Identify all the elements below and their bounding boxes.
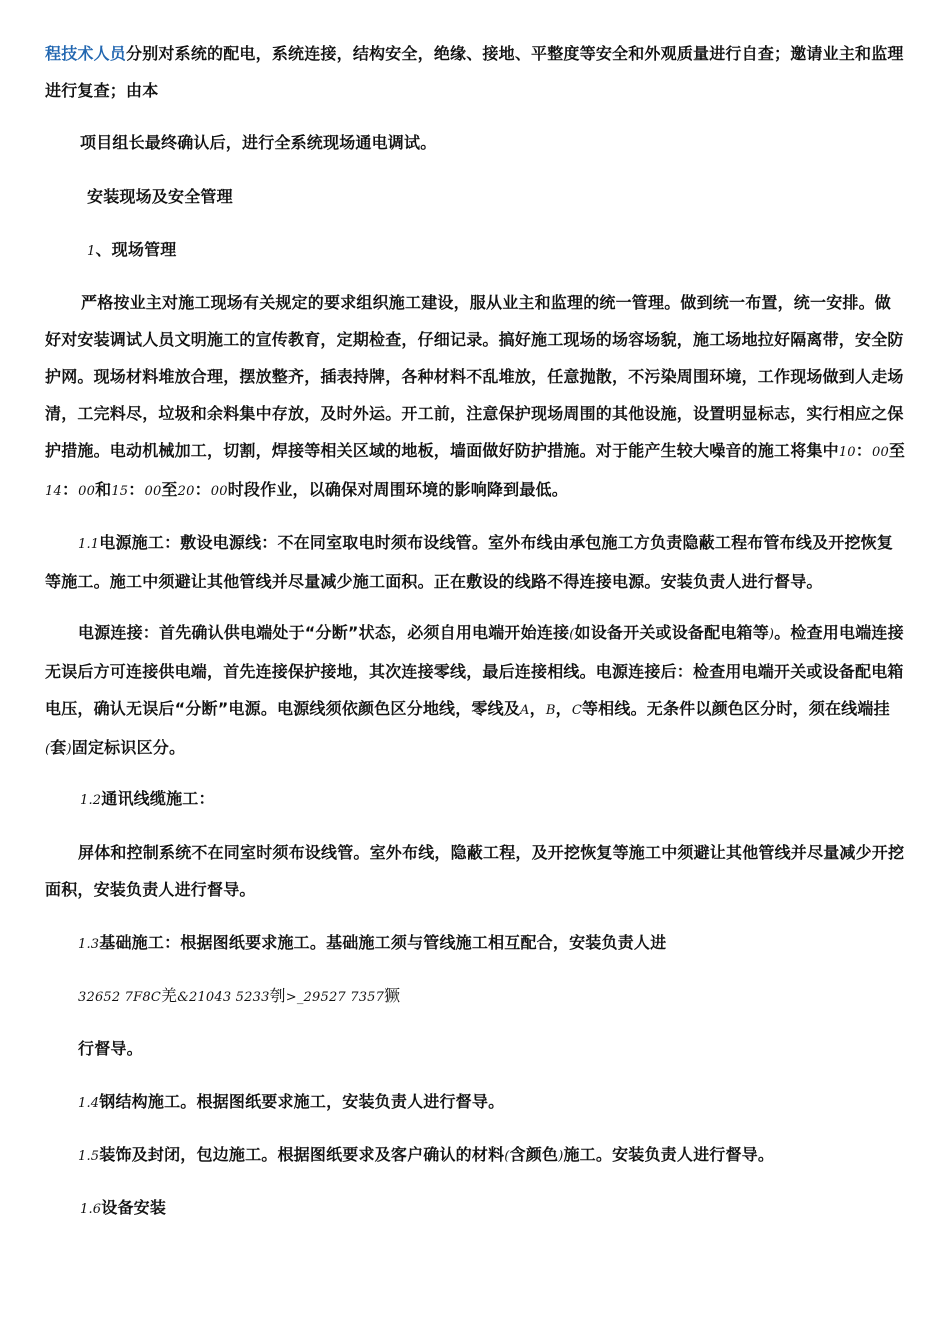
time-value: 14 bbox=[45, 484, 62, 499]
paren: ( bbox=[45, 742, 51, 757]
paren: ( bbox=[504, 1149, 510, 1164]
phase-label: A bbox=[520, 703, 530, 718]
phase-label: C bbox=[571, 703, 582, 718]
paragraph-text: 时段作业，以确保对周围环境的影响降到最低。 bbox=[227, 480, 568, 499]
garbled-char: 羌 bbox=[161, 986, 178, 1005]
garbled-code: &21043 5233 bbox=[177, 990, 270, 1005]
garbled-char: 獗 bbox=[384, 986, 401, 1005]
paren: ( bbox=[569, 627, 575, 642]
paragraph-decoration bbox=[78, 1136, 908, 1175]
paragraph-text: 钢结构施工。根据图纸要求施工，安装负责人进行督导。 bbox=[99, 1092, 505, 1111]
heading-text: 设备安装 bbox=[101, 1198, 167, 1217]
time-value: 10 bbox=[838, 445, 856, 460]
paragraph-text: 分别对系统的配电，系统连接，结构安全，绝缘、接地、平整度等安全和外观质量进行自查；邀请业主和监理进行复查；由本 bbox=[45, 44, 904, 100]
paragraph-power-connection bbox=[45, 614, 907, 768]
time-value: 15 bbox=[111, 484, 129, 499]
section-heading-site-safety: 安装现场及安全管理 bbox=[87, 187, 233, 206]
paragraph-quality-check bbox=[45, 35, 907, 109]
paragraph-site-management bbox=[45, 284, 907, 510]
paragraph-text: 基础施工：根据图纸要求施工。基础施工须与管线施工相互配合，安装负责人进 bbox=[99, 933, 667, 952]
section-number: 1.4 bbox=[78, 1096, 100, 1111]
paragraph-text: 严格按业主对施工现场有关规定的要求组织施工建设，服从业主和监理的统一管理。做到统一布置，统一安排。做好对安装调试人员文明施工的宣传教育，定期检查，仔细记录。搞好施工现场的场容场貌，施工场地拉好隔离带，安全防护网。现场材料堆放合理，摆放整齐，插表持牌，各种材料不乱堆放，任意抛散，不污染周围环境，工作现场做到人走场清，工完料尽，垃圾和余料集中存放，及时外运。开工前，注意保护现场周围的其他设施，设置明显标志，实行相应之保护措施。电动机械加工，切割，焊接等相关区域的地板，墙面做好防护措施。对于能产生较大噪音的施工将集中 bbox=[45, 293, 904, 460]
time-value: 00 bbox=[78, 484, 96, 499]
paragraph-text: 等相线。无条件以颜色区分时，须在线端挂 bbox=[581, 699, 890, 718]
paragraph-text: 至 bbox=[161, 480, 178, 499]
phase-label: B bbox=[545, 703, 556, 718]
time-value: 00 bbox=[144, 484, 162, 499]
section-number: 1.5 bbox=[78, 1149, 100, 1164]
time-colon: ： bbox=[61, 480, 79, 499]
section-number: 1.2 bbox=[80, 793, 102, 808]
paren: ) bbox=[768, 627, 775, 642]
paragraph-text: 含颜色 bbox=[509, 1145, 559, 1164]
heading-text: 、现场管理 bbox=[95, 240, 177, 259]
paragraph-confirmation: 项目组长最终确认后，进行全系统现场通电调试。 bbox=[80, 133, 437, 152]
paragraph-text: 至 bbox=[888, 441, 906, 460]
paren: ) bbox=[558, 1149, 564, 1164]
paragraph-text: 和 bbox=[95, 480, 112, 499]
paragraph-steel-structure bbox=[78, 1083, 898, 1122]
time-value: 20 bbox=[177, 484, 195, 499]
paragraph-text: 装饰及封闭，包边施工。根据图纸要求及客户确认的材料 bbox=[99, 1145, 505, 1164]
paragraph-foundation bbox=[78, 924, 898, 963]
paragraph-text: 如设备开关或设备配电箱等 bbox=[574, 623, 769, 642]
separator: ， bbox=[529, 699, 546, 718]
paragraph-text: 电源施工：敷设电源线：不在同室取电时须布设线管。室外布线由承包施工方负责隐蔽工程布管布线及开挖恢复等施工。施工中须避让其他管线并尽量减少施工面积。正在敷设的线路不得连接电源。安装负责人进行督导。 bbox=[45, 533, 894, 591]
paragraph-power-construction bbox=[45, 524, 907, 600]
separator: ， bbox=[555, 699, 572, 718]
time-value: 00 bbox=[871, 445, 889, 460]
section-number: 1.6 bbox=[80, 1202, 102, 1217]
garbled-code: >_29527 7357 bbox=[285, 990, 385, 1005]
time-colon: ： bbox=[194, 480, 211, 499]
paragraph-text: 。检查用电端连接无误后方可连接供电端，首先连接保护接地，其次连接零线，最后连接相线。电源连接后：检查用电端开关或设备配电箱电压，确认无误后“分断”电源。电源线须依颜色区分地线，零线及 bbox=[45, 623, 904, 718]
paragraph-text: 固定标识区分。 bbox=[71, 738, 186, 757]
paragraph-communication-cable: 屏体和控制系统不在同室时须布设线管。室外布线，隐蔽工程，及开挖恢复等施工中须避让其他管线并尽量减少开挖面积，安装负责人进行督导。 bbox=[45, 843, 905, 899]
garbled-code: 32652 7F8C bbox=[78, 990, 161, 1005]
time-colon: ： bbox=[855, 441, 872, 460]
section-number: 1.1 bbox=[78, 537, 100, 552]
heading-number: 1 bbox=[87, 244, 96, 259]
paragraph-text: 电源连接：首先确认供电端处于“分断”状态，必须自用电端开始连接 bbox=[78, 623, 570, 642]
subheading-communication-cable bbox=[80, 780, 900, 819]
technician-link[interactable]: 程技术人员 bbox=[45, 44, 127, 63]
subheading-equipment-installation bbox=[80, 1189, 900, 1228]
garbled-char: 刳 bbox=[269, 986, 286, 1005]
heading-text: 通讯线缆施工： bbox=[101, 789, 215, 808]
time-value: 00 bbox=[210, 484, 228, 499]
section-number: 1.3 bbox=[78, 937, 100, 952]
subheading-site-management bbox=[87, 231, 887, 270]
time-colon: ： bbox=[128, 480, 145, 499]
paragraph-text: 施工。安装负责人进行督导。 bbox=[563, 1145, 775, 1164]
paren: ) bbox=[66, 742, 72, 757]
garbled-text-line bbox=[78, 977, 898, 1016]
paragraph-supervision: 行督导。 bbox=[78, 1039, 143, 1058]
paragraph-text: 套 bbox=[50, 738, 67, 757]
